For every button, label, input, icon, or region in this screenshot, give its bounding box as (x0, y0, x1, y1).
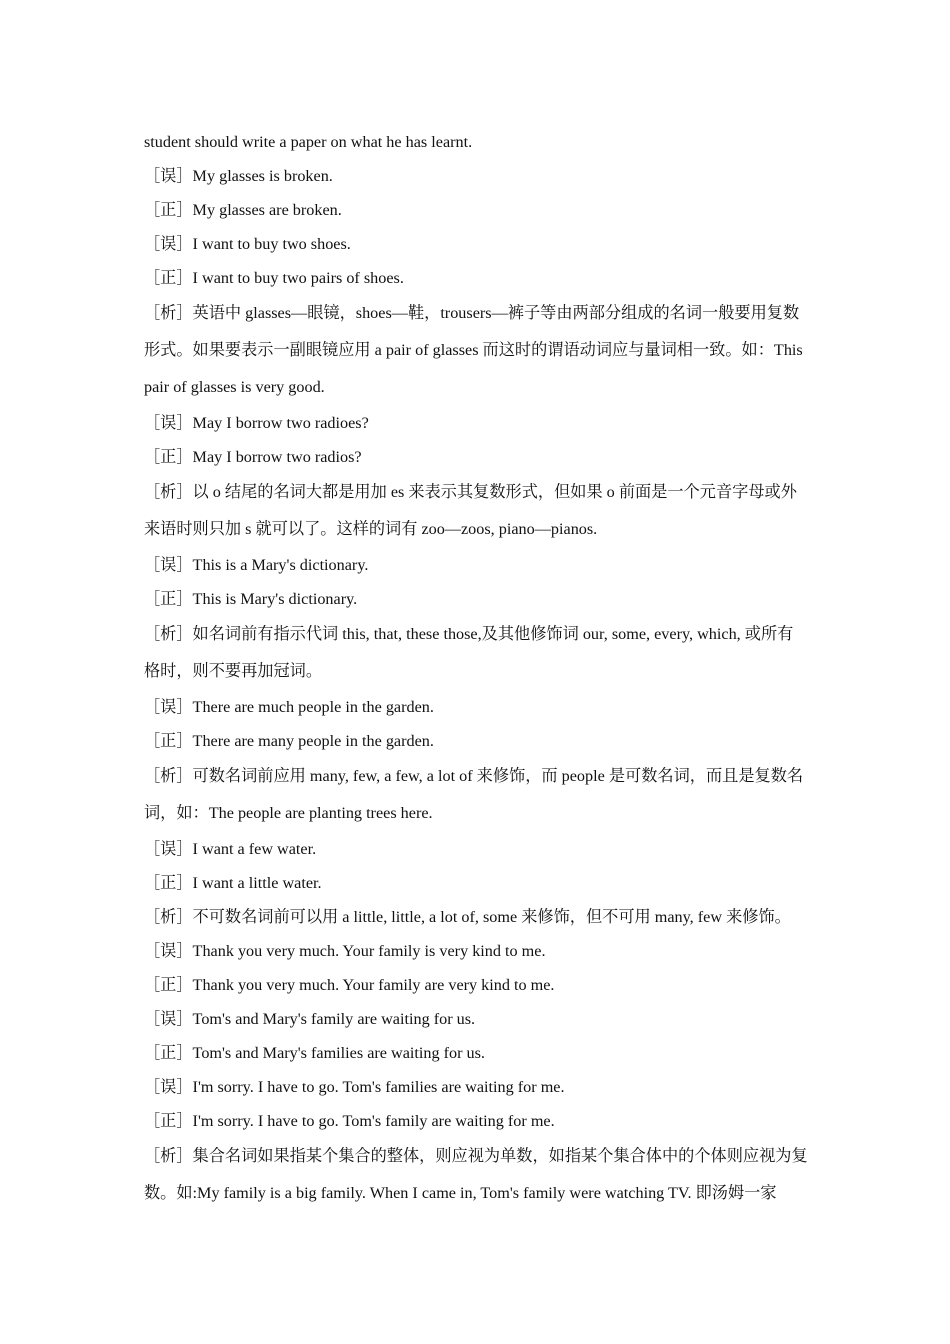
wrong-example: ［误］My glasses is broken. (144, 167, 333, 185)
wrong-example: ［误］I want a few water. (144, 840, 317, 858)
analysis-line: ［析］英语中 glasses—眼镜，shoes—鞋，trousers—裤子等由两部分组成的名词一般要用复数 (144, 304, 800, 322)
analysis-line: ［析］不可数名词前可以用 a little, little, a lot of, some 来修饰，但不可用 many, few 来修饰。 (144, 908, 791, 926)
analysis-line: 格时，则不要再加冠词。 (144, 662, 323, 680)
wrong-example: ［误］I'm sorry. I have to go. Tom's families are waiting for me. (144, 1078, 565, 1096)
analysis-line: 来语时则只加 s 就可以了。这样的词有 zoo—zoos, piano—pianos. (144, 520, 598, 538)
wrong-example: ［误］Tom's and Mary's family are waiting for us. (144, 1010, 476, 1028)
analysis-line: 词，如：The people are planting trees here. (144, 804, 433, 822)
analysis-line: ［析］以 o 结尾的名词大都是用加 es 来表示其复数形式，但如果 o 前面是一个元音字母或外 (144, 483, 797, 501)
correct-example: ［正］My glasses are broken. (144, 201, 342, 219)
analysis-line: ［析］可数名词前应用 many, few, a few, a lot of 来修饰，而 people 是可数名词，而且是复数名 (144, 767, 804, 785)
correct-example: ［正］I want a little water. (144, 874, 322, 892)
correct-example: ［正］Thank you very much. Your family are very kind to me. (144, 976, 555, 994)
wrong-example: ［误］I want to buy two shoes. (144, 235, 351, 253)
document-page (144, 125, 808, 1212)
analysis-line: pair of glasses is very good. (144, 378, 325, 396)
text-line: student should write a paper on what he has learnt. (144, 133, 473, 151)
wrong-example: ［误］Thank you very much. Your family is very kind to me. (144, 942, 546, 960)
correct-example: ［正］I want to buy two pairs of shoes. (144, 269, 404, 287)
correct-example: ［正］Tom's and Mary's families are waiting for us. (144, 1044, 485, 1062)
wrong-example: ［误］This is a Mary's dictionary. (144, 556, 369, 574)
analysis-line: ［析］集合名词如果指某个集合的整体，则应视为单数，如指某个集合体中的个体则应视为复 (144, 1147, 808, 1165)
analysis-line: 数。如:My family is a big family. When I came in, Tom's family were watching TV. 即汤姆一家 (144, 1184, 777, 1202)
correct-example: ［正］There are many people in the garden. (144, 732, 434, 750)
wrong-example: ［误］May I borrow two radioes? (144, 414, 369, 432)
correct-example: ［正］May I borrow two radios? (144, 448, 362, 466)
analysis-line: 形式。如果要表示一副眼镜应用 a pair of glasses 而这时的谓语动词应与量词相一致。如：This (144, 341, 803, 359)
wrong-example: ［误］There are much people in the garden. (144, 698, 434, 716)
correct-example: ［正］This is Mary's dictionary. (144, 590, 358, 608)
analysis-line: ［析］如名词前有指示代词 this, that, these those,及其他修饰词 our, some, every, which, 或所有 (144, 625, 794, 643)
correct-example: ［正］I'm sorry. I have to go. Tom's family are waiting for me. (144, 1112, 555, 1130)
